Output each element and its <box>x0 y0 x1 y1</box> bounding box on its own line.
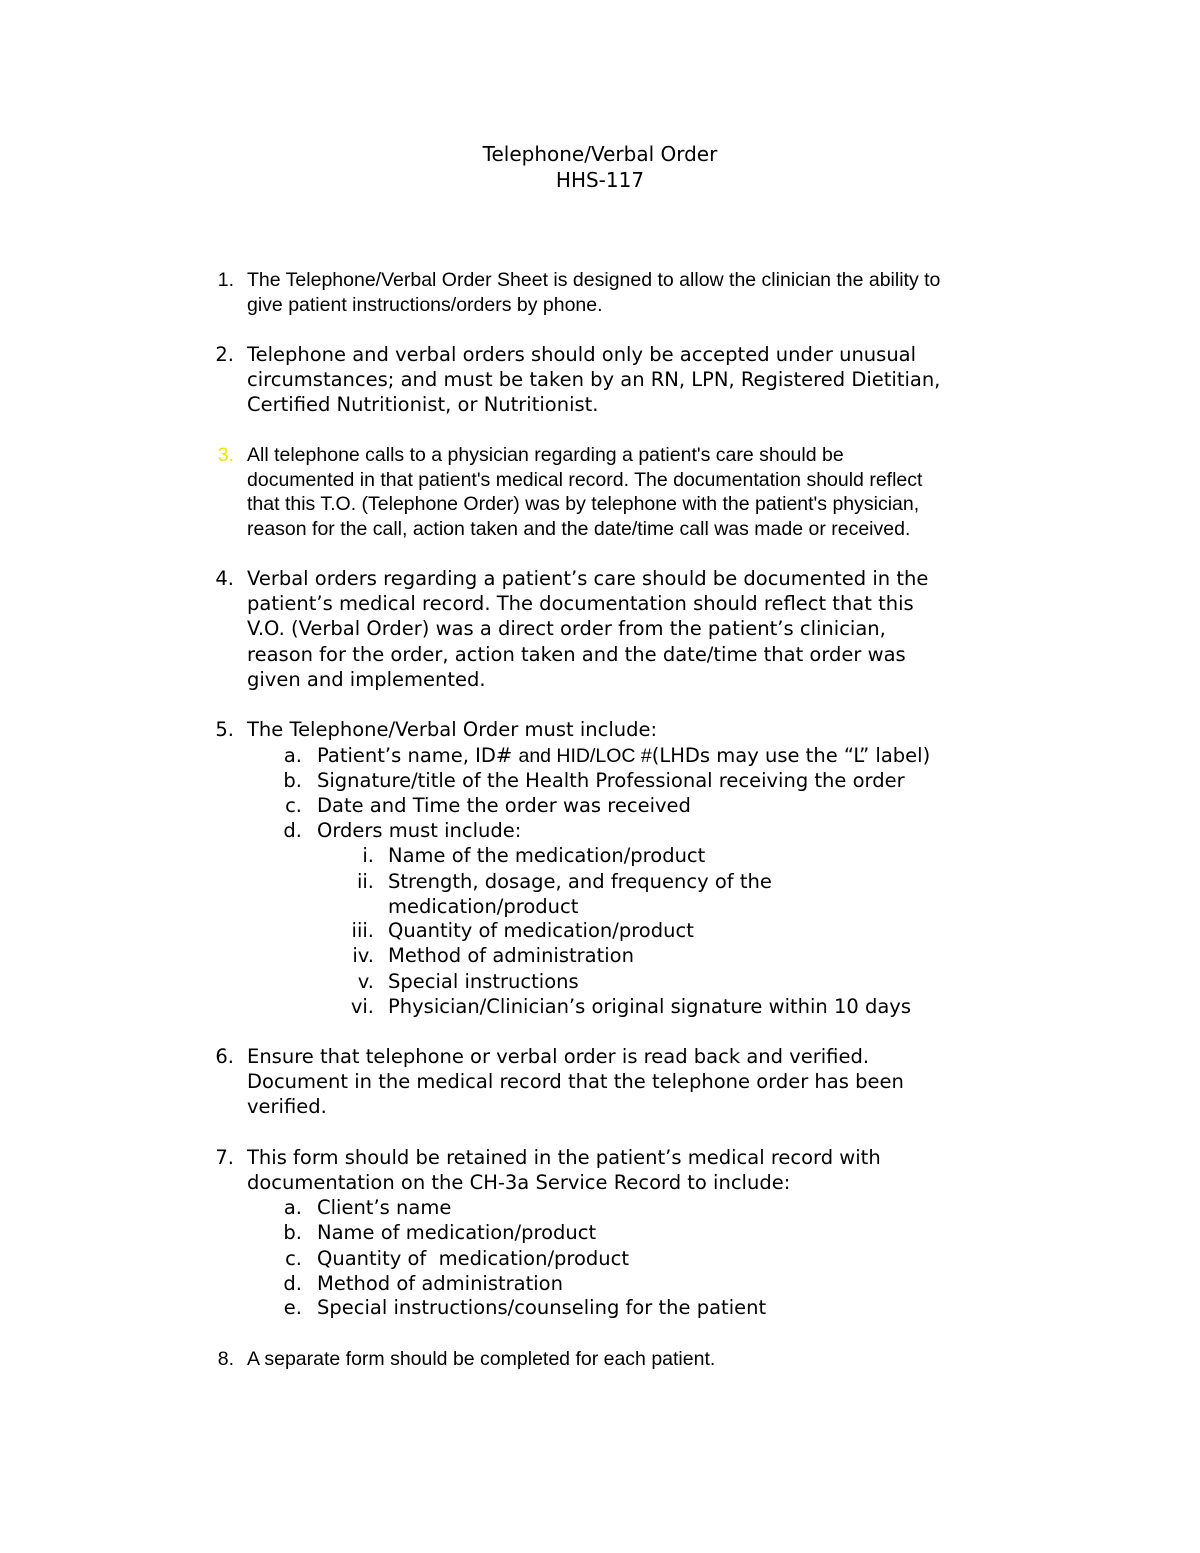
sub-item-letter: b. <box>283 769 302 792</box>
sub-item-line: Special instructions/counseling for the patient <box>317 1296 767 1319</box>
item-text <box>247 566 1037 692</box>
item-number: 4. <box>215 567 234 590</box>
item-number: 7. <box>215 1146 234 1169</box>
item-text <box>247 443 1037 541</box>
sub-item-text <box>317 1271 1037 1296</box>
sub-item-line: Method of administration <box>317 1272 563 1295</box>
roman-item-line: Special instructions <box>388 970 579 993</box>
sub-item-text-part: and HID/LOC # <box>518 745 652 767</box>
item-text <box>247 1145 1037 1195</box>
roman-numeral: iv. <box>352 944 374 967</box>
roman-numeral: vi. <box>350 995 374 1018</box>
sub-item-letter: a. <box>283 744 302 767</box>
item-line: verified. <box>247 1095 327 1119</box>
document-header <box>0 141 1200 193</box>
sub-item-line: Signature/title of the Health Professional receiving the order <box>317 769 905 792</box>
item-line: Certified Nutritionist, or Nutritionist. <box>247 393 599 417</box>
item-number: 2. <box>215 343 234 366</box>
sub-item-text <box>317 768 1037 793</box>
roman-item-text <box>388 918 828 943</box>
item-text <box>247 342 1037 418</box>
roman-item-text <box>388 994 1008 1019</box>
roman-item-line: medication/product <box>388 895 579 919</box>
sub-item-text <box>317 1195 1037 1220</box>
item-line: Verbal orders regarding a patient’s care should be documented in the <box>247 567 929 590</box>
sub-item-line: Date and Time the order was received <box>317 794 691 817</box>
item-line: All telephone calls to a physician regarding a patient's care should be <box>247 444 844 466</box>
item-line: This form should be retained in the patient’s medical record with <box>247 1146 881 1169</box>
roman-item-line: Strength, dosage, and frequency of the <box>388 870 772 893</box>
sub-item-letter: c. <box>285 1247 302 1270</box>
item-line: reason for the order, action taken and the date/time that order was <box>247 642 906 666</box>
sub-item-letter: b. <box>283 1221 302 1244</box>
item-line: Ensure that telephone or verbal order is read back and verified. <box>247 1045 870 1068</box>
sub-item-line: Name of medication/product <box>317 1221 597 1244</box>
item-line: reason for the call, action taken and the date/time call was made or received. <box>247 517 911 540</box>
item-line: circumstances; and must be taken by an RN, LPN, Registered Dietitian, <box>247 368 941 392</box>
item-line: Document in the medical record that the telephone order has been <box>247 1070 904 1094</box>
item-line: documentation on the CH-3a Service Record to include: <box>247 1171 791 1195</box>
item-line: Telephone and verbal orders should only be accepted under unusual <box>247 343 917 366</box>
item-line: The Telephone/Verbal Order Sheet is designed to allow the clinician the ability to <box>247 269 941 291</box>
item-number: 5. <box>215 718 234 741</box>
roman-item-text <box>388 969 828 994</box>
roman-numeral: i. <box>362 844 374 867</box>
sub-item-text <box>317 1220 1037 1245</box>
sub-item-text-part: Patient’s name, ID# <box>317 744 519 767</box>
roman-item-text <box>388 843 828 868</box>
sub-item-letter: e. <box>283 1296 302 1319</box>
item-text <box>247 717 1037 742</box>
roman-item-text <box>388 869 828 919</box>
sub-item-text <box>317 1295 1037 1320</box>
sub-item-line: Orders must include: <box>317 819 522 842</box>
item-number: 3. <box>217 444 234 466</box>
item-line: documented in that patient's medical record. The documentation should reflect <box>247 468 923 491</box>
item-line: patient’s medical record. The documentation should reflect that this <box>247 592 914 616</box>
item-number: 8. <box>217 1348 234 1370</box>
sub-item-letter: d. <box>283 819 302 842</box>
roman-item-line: Name of the medication/product <box>388 844 706 867</box>
form-code: HHS-117 <box>555 168 645 192</box>
roman-item-line: Physician/Clinician’s original signature within 10 days <box>388 995 912 1018</box>
sub-item-line: Quantity of medication/product <box>317 1247 630 1270</box>
sub-item-text <box>317 818 1037 843</box>
sub-item-line <box>317 743 1037 769</box>
sub-item-letter: d. <box>283 1272 302 1295</box>
sub-item-letter: a. <box>283 1196 302 1219</box>
sub-item-line: Client’s name <box>317 1196 452 1219</box>
item-text <box>247 268 1037 317</box>
item-text <box>247 1044 1037 1120</box>
item-line: that this T.O. (Telephone Order) was by telephone with the patient's physician, <box>247 493 920 515</box>
sub-item-text-part: (LHDs may use the “L” label) <box>651 744 931 767</box>
item-line: give patient instructions/orders by phone. <box>247 293 603 316</box>
item-number: 1. <box>217 269 234 291</box>
document-title: Telephone/Verbal Order <box>482 142 718 166</box>
item-line: V.O. (Verbal Order) was a direct order from the patient’s clinician, <box>247 617 886 641</box>
sub-item-text <box>317 743 1037 769</box>
item-line: The Telephone/Verbal Order must include: <box>247 718 658 741</box>
roman-numeral: v. <box>357 970 374 993</box>
roman-item-line: Method of administration <box>388 944 634 967</box>
roman-item-text <box>388 943 828 968</box>
sub-item-letter: c. <box>285 794 302 817</box>
item-line: A separate form should be completed for each patient. <box>247 1348 716 1370</box>
roman-numeral: ii. <box>356 870 374 893</box>
sub-item-text <box>317 793 1037 818</box>
item-text <box>247 1347 1037 1372</box>
item-number: 6. <box>215 1045 234 1068</box>
roman-numeral: iii. <box>351 919 374 942</box>
item-line: given and implemented. <box>247 667 486 691</box>
roman-item-line: Quantity of medication/product <box>388 919 694 942</box>
sub-item-text <box>317 1246 1037 1271</box>
